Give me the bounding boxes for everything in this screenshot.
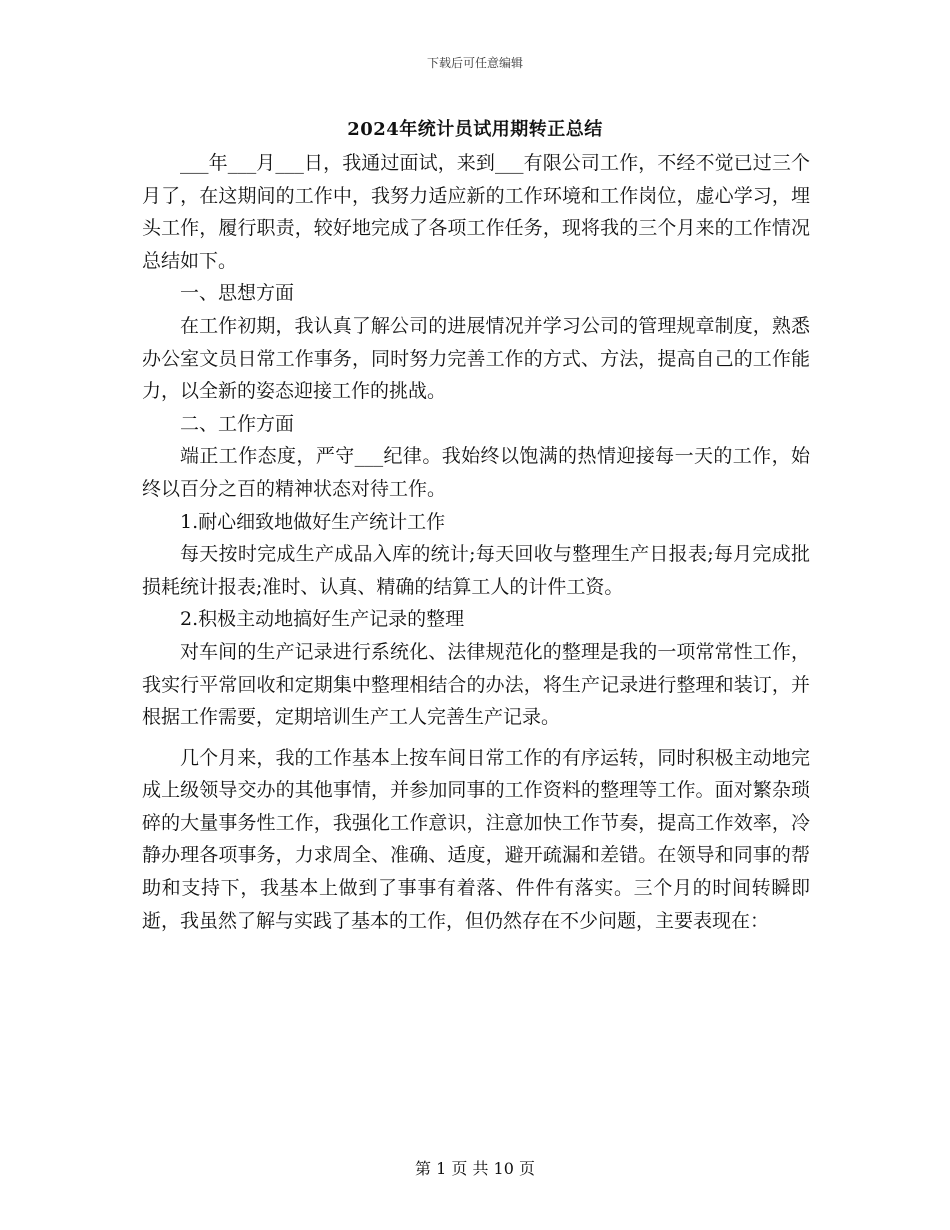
heading-statistics: 1.耐心细致地做好生产统计工作 <box>180 510 446 533</box>
paragraph-intro: ___年___月___日，我通过面试，来到___有限公司工作，不经不觉已过三个月了，在这期间的工作中，我努力适应新的工作环境和工作岗位，虚心学习，埋头工作，履行职责，较好地完成了各项工作任务，现将我的三个月来的工作情况总结如下。 <box>142 152 810 272</box>
document-body <box>142 147 810 937</box>
header-note: 下载后可任意编辑 <box>426 56 523 70</box>
paragraph-statistics: 每天按时完成生产成品入库的统计;每天回收与整理生产日报表;每月完成批损耗统计报表;准时、认真、精确的结算工人的计件工资。 <box>142 543 810 598</box>
heading-thought: 一、思想方面 <box>180 282 295 305</box>
page-number: 第 1 页 共 10 页 <box>415 1159 535 1178</box>
heading-work: 二、工作方面 <box>180 412 295 435</box>
heading-records: 2.积极主动地搞好生产记录的整理 <box>180 608 465 631</box>
paragraph-records: 对车间的生产记录进行系统化、法律规范化的整理是我的一项常常性工作，我实行平常回收和定期集中整理相结合的办法，将生产记录进行整理和装订，并根据工作需要，定期培训生产工人完善生产记录。 <box>142 640 810 729</box>
paragraph-summary: 几个月来，我的工作基本上按车间日常工作的有序运转，同时积极主动地完成上级领导交办的其他事情，并参加同事的工作资料的整理等工作。面对繁杂琐碎的大量事务性工作，我强化工作意识，注意加快工作节奏，提高工作效率，冷静办理各项事务，力求周全、准确、适度，避开疏漏和差错。在领导和同事的帮助和支持下，我基本上做到了事事有着落、件件有落实。三个月的时间转瞬即逝，我虽然了解与实践了基本的工作，但仍然存在不少问题，主要表现在： <box>142 746 810 932</box>
paragraph-work-attitude: 端正工作态度，严守___纪律。我始终以饱满的热情迎接每一天的工作，始终以百分之百的精神状态对待工作。 <box>142 445 810 500</box>
document-title: 2024年统计员试用期转正总结 <box>347 119 603 140</box>
paragraph-thought: 在工作初期，我认真了解公司的进展情况并学习公司的管理规章制度，熟悉办公室文员日常工作事务，同时努力完善工作的方式、方法，提高自己的工作能力，以全新的姿态迎接工作的挑战。 <box>142 314 810 403</box>
